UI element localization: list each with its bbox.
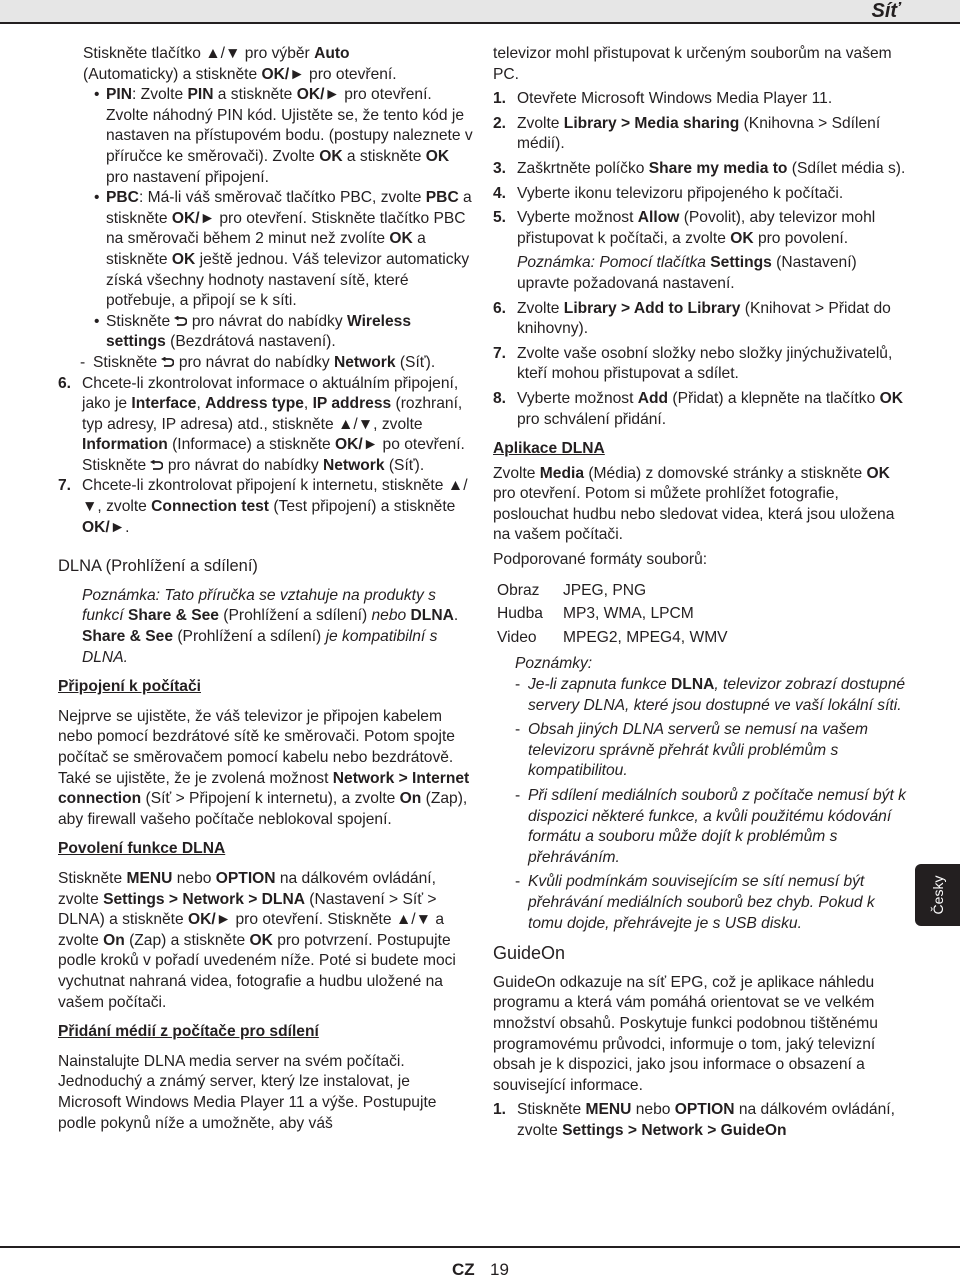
table-row: Obraz JPEG, PNG: [497, 581, 647, 599]
continued-text: televizor mohl přistupovat k určeným souborům na vašem PC.: [493, 45, 892, 83]
formats-intro: Podporované formáty souborů:: [493, 551, 708, 569]
return-wireless-bullet: • Stiskněte pro návrat do nabídky Wireless settings (Bezdrátová nastavení).: [94, 312, 412, 351]
auto-paragraph: Stiskněte tlačítko ▲/▼ pro výběr Auto (Automaticky) a stiskněte OK/► pro otevření.: [83, 45, 397, 83]
notes-title: Poznámky:: [515, 655, 593, 673]
language-tab: Česky: [915, 864, 960, 926]
share-step-3: 3. Zaškrtněte políčko Share my media to (Sdílet média s).: [493, 159, 906, 177]
section-title: Síť: [871, 0, 900, 22]
page-number: 19: [490, 1260, 509, 1279]
share-step-5-note: Poznámka: Pomocí tlačítka Settings (Nastavení) upravte požadovaná nastavení.: [517, 254, 857, 292]
return-arrow-icon: [174, 316, 187, 327]
dlna-heading: DLNA (Prohlížení a sdílení): [58, 557, 258, 576]
pbc-bullet: • PBC: Má-li váš směrovač tlačítko PBC, zvolte PBC a stiskněte OK/► pro otevření. Stiskněte tlačítko PBC na směrovači během 2 minut než zvolíte OK a stiskněte OK ještě jednou. Váš televizor automaticky získá všechny hodnoty nastavení sítě, které potřebuje, a připojí se k síti.: [94, 189, 472, 310]
pin-bullet: • PIN: Zvolte PIN a stiskněte OK/► pro otevření. Zvolte náhodný PIN kód. Ujistěte se, že tento kód je nastaven na přístupovém bodu. (postupy naleznete v příručce ke směrovači). Zvolte OK a stiskněte OK pro nastavení připojení.: [94, 86, 473, 186]
dlna-app-heading: Aplikace DLNA: [493, 440, 605, 458]
dlna-app-text: Zvolte Media (Média) z domovské stránky a stiskněte OK pro otevření. Potom si můžete prohlížet fotografie, poslouchat hudbu nebo sledovat videa, která jsou uložena na vašem počítači.: [493, 464, 895, 544]
left-column: [58, 44, 473, 1134]
table-row: Hudba MP3, WMA, LPCM: [497, 605, 694, 623]
share-step-5: 5. Vyberte možnost Allow (Povolit), aby televizor mohl přistupovat k počítači, a zvolte OK pro povolení.: [493, 209, 876, 247]
bullet-icon: •: [94, 189, 100, 207]
step-7: 7. Chcete-li zkontrolovat připojení k internetu, stiskněte ▲/▼, zvolte Connection test (Test připojení) a stiskněte OK/►.: [58, 477, 468, 536]
share-step-1: 1. Otevřete Microsoft Windows Media Player 11.: [493, 90, 833, 108]
note-item: - Kvůli podmínkám souvisejícím se sítí nemusí být přehrávání mediálních souborů bez chyb. Pokud k tomu dojde, přehrávejte je s USB disku.: [515, 873, 875, 932]
return-arrow-icon: [161, 357, 174, 368]
share-step-2: 2. Zvolte Library > Media sharing (Knihovna > Sdílení médií).: [493, 114, 881, 153]
add-media-heading: Přidání médií z počítače pro sdílení: [58, 1023, 319, 1041]
share-step-4: 4. Vyberte ikonu televizoru připojeného k počítači.: [493, 184, 844, 202]
table-row: Video MPEG2, MPEG4, WMV: [497, 628, 728, 646]
share-step-8: 8. Vyberte možnost Add (Přidat) a klepněte na tlačítko OK pro schválení přidání.: [493, 389, 903, 428]
share-step-7: 7. Zvolte vaše osobní složky nebo složky jinýchuživatelů, kteří mohou přistupovat a sdílet.: [493, 344, 893, 383]
dlna-note: Poznámka: Tato příručka se vztahuje na produkty s funkcí Share & See (Prohlížení a sdílení) nebo DLNA. Share & See (Prohlížení a sdílení) je kompatibilní s DLNA.: [82, 586, 459, 666]
footer-rule: [0, 1246, 960, 1248]
guideon-text: GuideOn odkazuje na síť EPG, což je aplikace náhledu programu a která vám pomáhá orientovat se ve velkém množství obsahů. Poskytuje funkci podobnou tištěnému programovému průvodci, informuje o tom, jaký televizní obsah je k dispozici, jako jsou informace o obsazení a související informace.: [493, 973, 878, 1094]
enable-dlna-heading: Povolení funkce DLNA: [58, 840, 226, 858]
guideon-heading: GuideOn: [493, 943, 566, 964]
return-network-dash: - Stiskněte pro návrat do nabídky Network (Síť).: [80, 353, 436, 371]
right-column: [493, 44, 913, 1142]
formats-table: [495, 580, 746, 651]
pc-connection-heading: Připojení k počítači: [58, 678, 201, 696]
footer-language-code: CZ: [452, 1260, 475, 1279]
bullet-icon: •: [94, 312, 100, 330]
header-bar: [0, 0, 960, 24]
add-media-text: Nainstalujte DLNA media server na svém počítači. Jednoduchý a známý server, který lze instalovat, je Microsoft Windows Media Player 11 a výše. Postupujte podle pokynů níže a umožněte, aby váš: [58, 1052, 437, 1132]
step-6: 6. Chcete-li zkontrolovat informace o aktuálním připojení, jako je Interface, Address type, IP address (rozhraní, typ adresy, IP adresa) atd., stiskněte ▲/▼, zvolte Information (Informace) a stiskněte OK/► po otevření. Stiskněte pro návrat do nabídky Network (Síť).: [58, 374, 465, 474]
share-step-6: 6. Zvolte Library > Add to Library (Knihovat > Přidat do knihovny).: [493, 299, 891, 338]
pc-connection-text: Nejprve se ujistěte, že váš televizor je připojen kabelem nebo pomocí bezdrátové sítě ke směrovači. Potom spojte počítač se směrovačem pomocí kabelu nebo bezdrátově. Také se ujistěte, že je zvolená možnost Network > Internet connection (Síť > Připojení k internetu), a zvolte On (Zap), aby firewall vašeho počítače neblokoval spojení.: [58, 707, 470, 828]
note-item: - Při sdílení mediálních souborů z počítače nemusí být k dispozici některé funkce, a kvůli použitému kódování formátu a souboru může dojít k problémům s přehráváním.: [515, 787, 906, 866]
note-item: - Obsah jiných DLNA serverů se nemusí na vašem televizoru správně přehrát kvůli problémům s kompatibilitou.: [515, 721, 869, 780]
return-arrow-icon: [150, 460, 163, 471]
bullet-icon: •: [94, 86, 100, 104]
enable-dlna-text: Stiskněte MENU nebo OPTION na dálkovém ovládání, zvolte Settings > Network > DLNA (Nastavení > Síť > DLNA) a stiskněte OK/► pro otevření. Stiskněte ▲/▼ a zvolte On (Zap) a stiskněte OK pro potvrzení. Postupujte podle kroků v pořadí uvedeném níže. Poté si budete moci vychutnat nahraná videa, fotografie a hudbu uložené na vašem počítači.: [58, 869, 456, 1011]
guideon-step-1: 1. Stiskněte MENU nebo OPTION na dálkovém ovládání, zvolte Settings > Network > GuideOn: [493, 1101, 895, 1139]
note-item: - Je-li zapnuta funkce DLNA, televizor zobrazí dostupné servery DLNA, které jsou dostupné ve vaší lokální síti.: [515, 676, 906, 714]
